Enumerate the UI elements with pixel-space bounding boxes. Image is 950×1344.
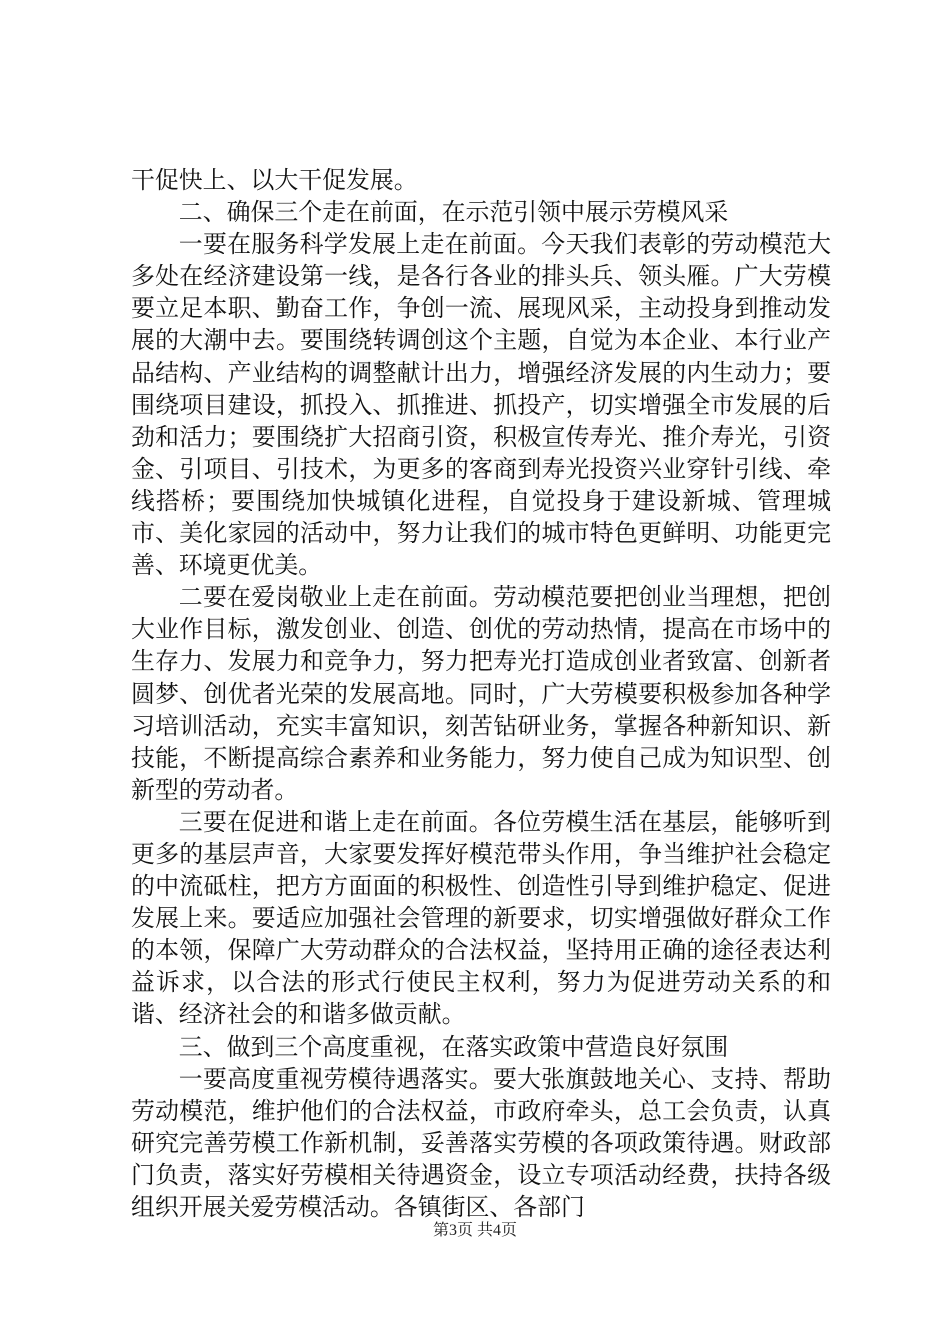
- document-body: [131, 164, 831, 1223]
- section-heading-2: 二、确保三个走在前面，在示范引领中展示劳模风采: [178, 198, 729, 227]
- paragraph-science-development: 一要在服务科学发展上走在前面。今天我们表彰的劳动模范大多处在经济建设第一线，是各行各业的排头兵、领头雁。广大劳模要立足本职、勤奋工作，争创一流、展现风采，主动投身到推动发展的大潮中去。要围绕转调创这个主题，自觉为本企业、本行业产品结构、产业结构的调整献计出力，增强经济发展的内生动力；要围绕项目建设，抓投入、抓推进、抓投产，切实增强全市发展的后劲和活力；要围绕扩大招商引资，积极宣传寿光、推介寿光，引资金、引项目、引技术，为更多的客商到寿光投资兴业穿针引线、牵线搭桥；要围绕加快城镇化进程，自觉投身于建设新城、管理城市、美化家园的活动中，努力让我们的城市特色更鲜明、功能更完善、环境更优美。: [131, 230, 831, 580]
- paragraph-treatment: 一要高度重视劳模待遇落实。要大张旗鼓地关心、支持、帮助劳动模范，维护他们的合法权益，市政府牵头，总工会负责，认真研究完善劳模工作新机制，妥善落实劳模的各项政策待遇。财政部门负责，落实好劳模相关待遇资金，设立专项活动经费，扶持各级组织开展关爱劳模活动。各镇街区、各部门: [131, 1064, 831, 1221]
- paragraph-continuation: 干促快上、以大干促发展。: [131, 166, 418, 194]
- paragraph-harmony: 三要在促进和谐上走在前面。各位劳模生活在基层，能够听到更多的基层声音，大家要发挥好模范带头作用，争当维护社会稳定的中流砥柱，把方方面面的积极性、创造性引导到维护稳定、促进发展上来。要适应加强社会管理的新要求，切实增强做好群众工作的本领，保障广大劳动群众的合法权益，坚持用正确的途径表达利益诉求，以合法的形式行使民主权利，努力为促进劳动关系的和谐、经济社会的和谐多做贡献。: [131, 807, 831, 1029]
- paragraph-dedication: 二要在爱岗敬业上走在前面。劳动模范要把创业当理想，把创大业作目标，激发创业、创造、创优的劳动热情，提高在市场中的生存力、发展力和竞争力，努力把寿光打造成创业者致富、创新者圆梦、创优者光荣的发展高地。同时，广大劳模要积极参加各种学习培训活动，充实丰富知识，刻苦钻研业务，掌握各种新知识、新技能，不断提高综合素养和业务能力，努力使自己成为知识型、创新型的劳动者。: [131, 583, 831, 804]
- section-heading-3: 三、做到三个高度重视，在落实政策中营造良好氛围: [178, 1032, 729, 1061]
- page-number: 第3页 共4页: [432, 1222, 517, 1239]
